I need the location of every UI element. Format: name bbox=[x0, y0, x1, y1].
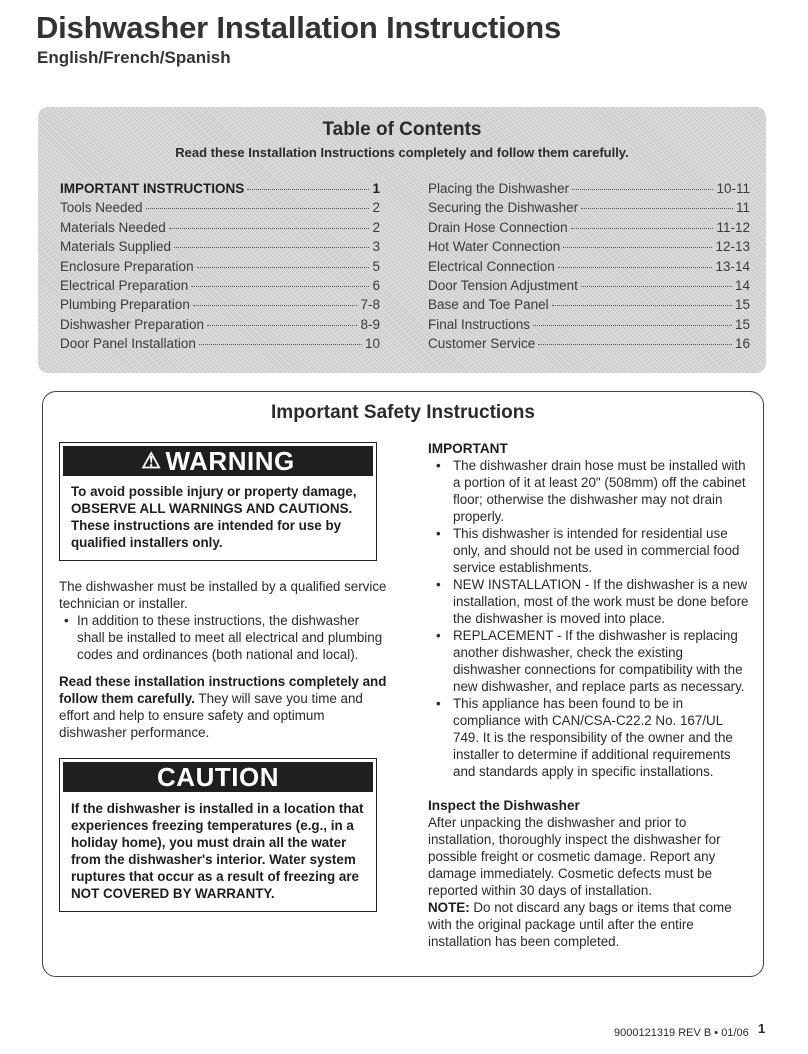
caution-text: If the dishwasher is installed in a location that experiences freezing temperatures (e.g., in a holiday home), you must drain all the water from the dishwasher's interior. Water system ruptures that occur as a result of freezing are NOT COVERED BY WARRANTY. bbox=[71, 801, 364, 901]
dot-leader bbox=[533, 325, 732, 326]
dot-leader bbox=[581, 208, 733, 209]
dot-leader bbox=[571, 228, 714, 229]
toc-title: Table of Contents bbox=[322, 119, 482, 140]
toc-entry: Materials Supplied 3 bbox=[60, 239, 380, 255]
read-instructions-bold: Read these installation instructions completely and follow them carefully. bbox=[59, 674, 387, 706]
caution-box bbox=[59, 758, 377, 912]
toc-left-column bbox=[60, 181, 380, 356]
toc-entry: Dishwasher Preparation 8-9 bbox=[60, 316, 380, 332]
toc-entry: Materials Needed 2 bbox=[60, 219, 380, 235]
read-instructions-paragraph bbox=[59, 673, 389, 741]
dot-leader bbox=[207, 325, 357, 326]
warning-label: WARNING bbox=[165, 445, 295, 476]
document-code: 9000121319 REV B • 01/06 bbox=[614, 1027, 749, 1039]
toc-entry: Plumbing Preparation 7-8 bbox=[60, 297, 380, 313]
list-item: • This appliance has been found to be in compliance with CAN/CSA-C22.2 No. 167/UL 749. It is the responsibility of the owner and the installer to determine if additional requirements and standards apply in specific installations. bbox=[428, 695, 750, 780]
inspect-heading: Inspect the Dishwasher bbox=[428, 798, 580, 813]
dot-leader bbox=[193, 305, 358, 306]
toc-right-column bbox=[428, 181, 750, 356]
safety-right-column bbox=[428, 440, 750, 950]
toc-entry: Enclosure Preparation 5 bbox=[60, 258, 380, 274]
warning-header bbox=[63, 446, 373, 476]
dot-leader bbox=[552, 305, 732, 306]
dot-leader bbox=[174, 247, 369, 248]
toc-entry: Electrical Preparation 6 bbox=[60, 277, 380, 293]
intro-bullet-list bbox=[59, 612, 389, 663]
toc-entry: Placing the Dishwasher 10-11 bbox=[428, 181, 750, 196]
document-title: Dishwasher Installation Instructions bbox=[36, 10, 562, 45]
safety-instructions-box bbox=[42, 391, 764, 977]
note-label: NOTE: bbox=[428, 900, 470, 915]
toc-entry: Customer Service 16 bbox=[428, 336, 750, 352]
toc-entry: Electrical Connection 13-14 bbox=[428, 258, 750, 274]
dot-leader bbox=[581, 286, 732, 287]
important-heading: IMPORTANT bbox=[428, 441, 508, 456]
dot-leader bbox=[191, 286, 369, 287]
dot-leader bbox=[146, 208, 370, 209]
toc-entry: Final Instructions 15 bbox=[428, 316, 750, 332]
toc-entry: Door Panel Installation 10 bbox=[60, 336, 380, 352]
list-item: • In addition to these instructions, the dishwasher shall be installed to meet all electrical and plumbing codes and ordinances (both national and local). bbox=[59, 612, 389, 663]
dot-leader bbox=[199, 344, 362, 345]
page-number: 1 bbox=[758, 1021, 766, 1036]
toc-entry: Base and Toe Panel 15 bbox=[428, 297, 750, 313]
note-text: Do not discard any bags or items that come with the original package until after the entire installation has been completed. bbox=[428, 900, 732, 949]
list-item: • REPLACEMENT - If the dishwasher is replacing another dishwasher, check the existing dishwasher connections for compatibility with the new dishwasher, and replace parts as necessary. bbox=[428, 627, 750, 695]
toc-entry: Tools Needed 2 bbox=[60, 200, 380, 216]
important-bullet-list bbox=[428, 457, 750, 780]
list-item: • The dishwasher drain hose must be installed with a portion of it at least 20" (508mm) off the cabinet floor; otherwise the dishwasher may not drain properly. bbox=[428, 457, 750, 525]
warning-text: To avoid possible injury or property damage, OBSERVE ALL WARNINGS AND CAUTIONS. These instructions are intended for use by qualified installers only. bbox=[71, 484, 357, 550]
warning-box bbox=[59, 442, 377, 561]
toc-entry: IMPORTANT INSTRUCTIONS 1 bbox=[60, 181, 380, 196]
toc-entry: Hot Water Connection 12-13 bbox=[428, 239, 750, 255]
safety-left-column bbox=[59, 442, 389, 912]
inspect-paragraph: After unpacking the dishwasher and prior to installation, thoroughly inspect the dishwasher for possible freight or cosmetic damage. Report any damage immediately. Cosmetic defects must be reported within 30 days of installation. bbox=[428, 815, 721, 898]
dot-leader bbox=[247, 189, 369, 190]
read-instructions-rest: They will save you time and effort and help to ensure safety and optimum dishwasher performance. bbox=[59, 691, 363, 740]
languages-subtitle: English/French/Spanish bbox=[37, 48, 231, 67]
caution-label: CAUTION bbox=[157, 761, 279, 792]
dot-leader bbox=[197, 267, 370, 268]
list-item: • This dishwasher is intended for residential use only, and should not be used in commercial food service establishments. bbox=[428, 525, 750, 576]
warning-triangle-icon: ⚠ bbox=[141, 448, 162, 473]
dot-leader bbox=[538, 344, 732, 345]
dot-leader bbox=[572, 189, 713, 190]
toc-entry: Drain Hose Connection 11-12 bbox=[428, 219, 750, 235]
dot-leader bbox=[169, 228, 370, 229]
dot-leader bbox=[563, 247, 712, 248]
table-of-contents bbox=[38, 107, 766, 373]
list-item: • NEW INSTALLATION - If the dishwasher is a new installation, most of the work must be done before the dishwasher is moved into place. bbox=[428, 576, 750, 627]
note-paragraph bbox=[428, 899, 750, 950]
toc-entry: Securing the Dishwasher 11 bbox=[428, 200, 750, 216]
dot-leader bbox=[558, 267, 713, 268]
intro-paragraph: The dishwasher must be installed by a qualified service technician or installer. bbox=[59, 579, 387, 611]
safety-title: Important Safety Instructions bbox=[271, 402, 535, 423]
toc-subtitle: Read these Installation Instructions completely and follow them carefully. bbox=[175, 145, 629, 160]
caution-header bbox=[63, 762, 373, 792]
toc-entry: Door Tension Adjustment 14 bbox=[428, 277, 750, 293]
